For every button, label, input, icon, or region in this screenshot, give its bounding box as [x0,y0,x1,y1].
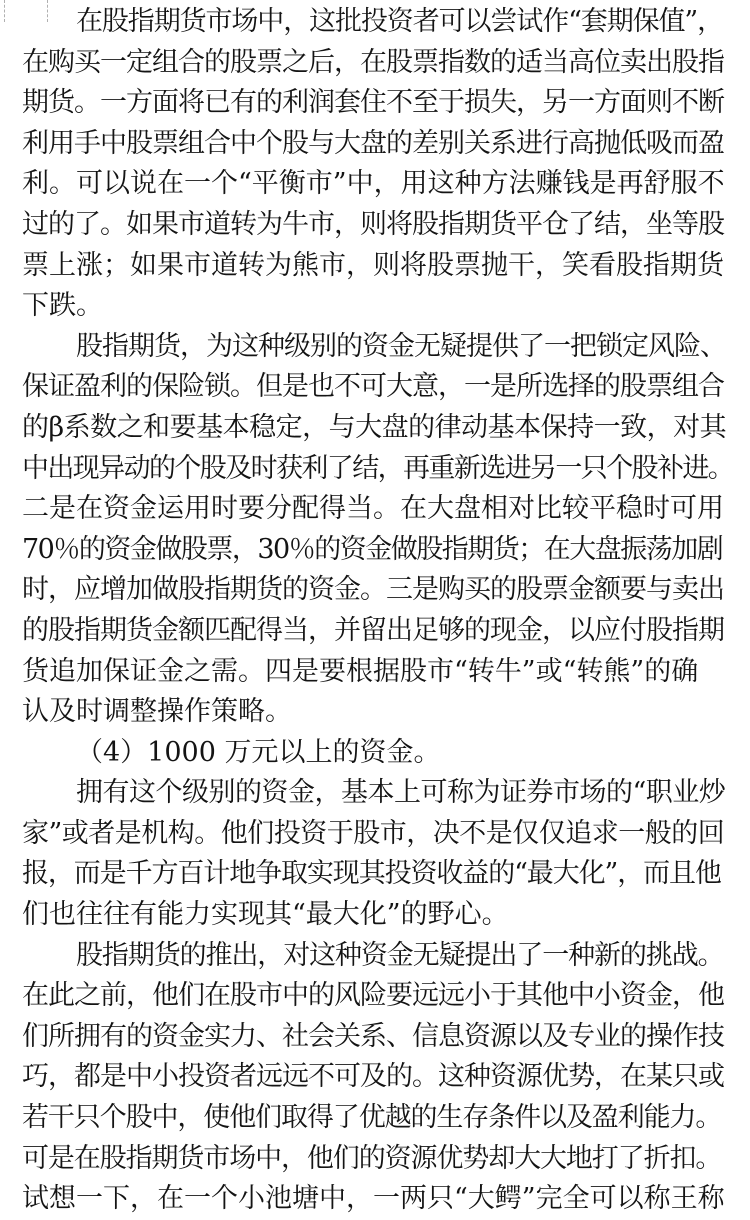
section-heading-over-10-million [22,733,734,774]
text-line: 货追加保证金之需。四是要根据股市“转牛”或“转熊”的确 [22,655,699,687]
text-line: 股指期货的推出，对这种资金无疑提出了一种新的挑战。 [76,939,724,971]
text-line: 拥有这个级别的资金，基本上可称为证券市场的“职业炒 [76,777,726,809]
text-line: 70％的资金做股票，30％的资金做股指期货；在大盘振荡加剧 [22,533,723,565]
text-line: 试想一下，在一个小池塘中，一两只“大鳄”完全可以称王称 [22,1183,725,1215]
text-line: 可是在股指期货市场中，他们的资源优势却大大地打了折扣。 [22,1142,722,1174]
text-line: 股指期货，为这种级别的资金无疑提供了一把锁定风险、 [76,330,726,362]
text-line: 过的了。如果市道转为牛市，则将股指期货平仓了结，坐等股 [22,208,724,240]
section-heading: （4）1000 万元以上的资金。 [76,736,441,768]
text-line: 保证盈利的保险锁。但是也不可大意，一是所选择的股票组合 [22,371,724,403]
text-line: 在此之前，他们在股市中的风险要远远小于其他中小资金，他 [22,980,724,1012]
text-line: 认及时调整操作策略。 [22,696,292,728]
text-line: 利。可以说在一个“平衡市”中，用这种方法赚钱是再舒服不 [22,168,725,200]
paragraph-hedging-strategy [22,2,734,327]
text-line: 家”或者是机构。他们投资于股市，决不是仅仅追求一般的回 [22,817,725,849]
text-line: 们也往往有能力实现其“最大化”的野心。 [22,899,509,931]
text-line: 期货。一方面将已有的利润套住不至于损失，另一方面则不断 [22,87,724,119]
text-line: 中出现异动的个股及时获利了结，再重新选进另一只个股补进。 [22,452,734,484]
text-line: 利用手中股票组合中个股与大盘的差别关系进行高抛低吸而盈 [22,127,724,159]
text-line: 时，应增加做股指期货的资金。三是购买的股票金额要与卖出 [22,574,724,606]
text-line: 们所拥有的资金实力、社会关系、信息资源以及专业的操作技 [22,1020,724,1052]
text-line: 若干只个股中，使他们取得了优越的生存条件以及盈利能力。 [22,1102,722,1134]
text-line: 的β系数之和要基本稳定，与大盘的律动基本保持一致，对其 [22,411,727,443]
document-body [22,2,734,1220]
text-line: 报，而是千方百计地争取实现其投资收益的“最大化”，而且他 [22,858,721,890]
text-line: 在购买一定组合的股票之后，在股票指数的适当高位卖出股指 [22,46,724,78]
text-line: 在股指期货市场中，这批投资者可以尝试作“套期保值”， [76,6,724,37]
paragraph-new-challenge [22,936,734,1220]
text-line: 巧，都是中小投资者远远不可及的。这种资源优势，在某只或 [22,1061,724,1093]
text-line: 下跌。 [22,290,103,322]
text-line: 票上涨；如果市道转为熊市，则将股票抛干，笑看股指期货 [22,249,724,281]
text-line: 的股指期货金额匹配得当，并留出足够的现金，以应付股指期 [22,614,724,646]
text-line: 二是在资金运用时要分配得当。在大盘相对比较平稳时可用 [22,493,724,525]
paragraph-professional-investors [22,773,734,935]
paragraph-risk-lock [22,327,734,733]
